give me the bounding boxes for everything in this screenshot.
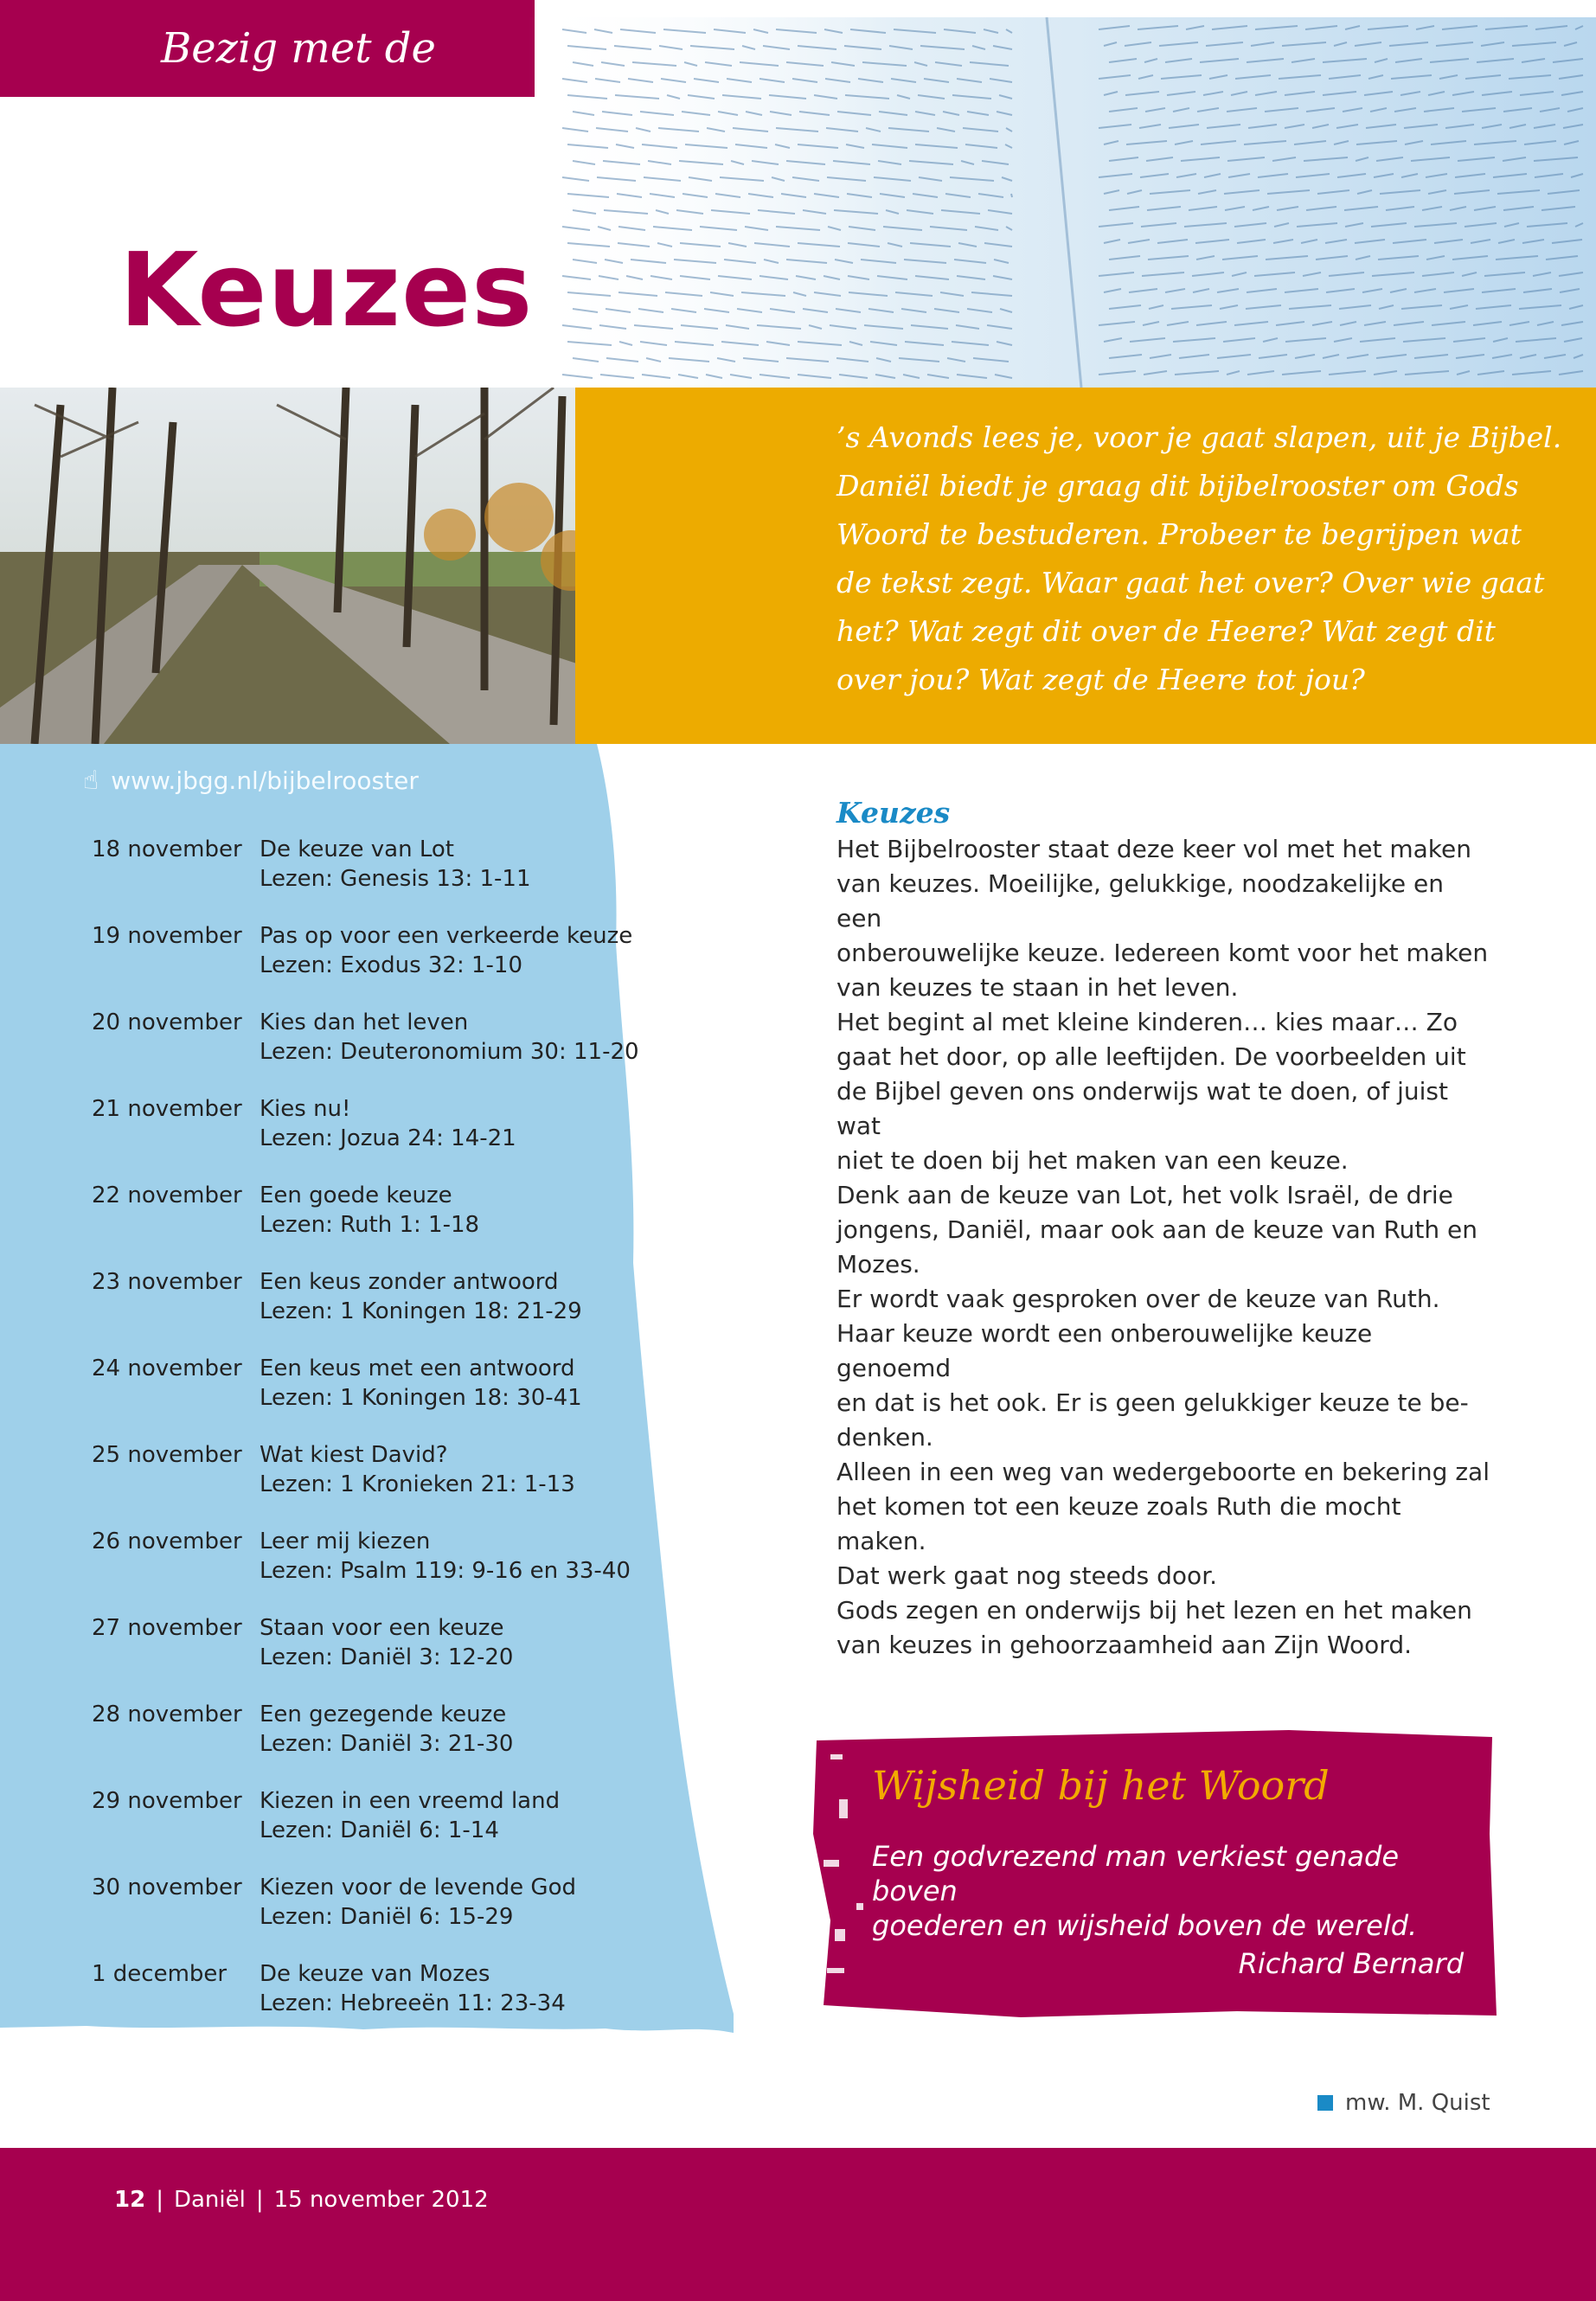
article-line: het komen tot een keuze zoals Ruth die mocht maken.: [836, 1492, 1401, 1555]
schedule-date: 19 november: [92, 923, 242, 949]
schedule-entry: [92, 1613, 680, 1700]
intro-line: over jou? Wat zegt de Heere tot jou?: [836, 663, 1365, 696]
footer-bar: [0, 2148, 1596, 2301]
schedule-reading: Lezen: 1 Kronieken 21: 1-13: [260, 1471, 575, 1497]
page-title: Keuzes: [119, 230, 534, 349]
schedule-entry: [92, 1181, 680, 1267]
magazine-name: Daniël: [173, 2187, 246, 2213]
schedule-reading: Lezen: Jozua 24: 14-21: [260, 1125, 516, 1151]
schedule-entry: [92, 1094, 680, 1181]
quote-line: Een godvrezend man verkiest genade boven: [872, 1840, 1399, 1907]
article-line: onberouwelijke keuze. Iedereen komt voor het maken: [836, 939, 1489, 967]
schedule-reading: Lezen: Daniël 6: 1-14: [260, 1817, 499, 1843]
schedule-reading: Lezen: 1 Koningen 18: 30-41: [260, 1385, 582, 1411]
schedule-date: 21 november: [92, 1096, 242, 1122]
article-line: Dat werk gaat nog steeds door.: [836, 1561, 1218, 1590]
schedule-date: 20 november: [92, 1009, 242, 1035]
schedule-date: 25 november: [92, 1442, 242, 1468]
article-line: niet te doen bij het maken van een keuze.: [836, 1146, 1349, 1175]
intro-line: de tekst zegt. Waar gaat het over? Over wie gaat: [836, 566, 1545, 599]
article-line: Het Bijbelrooster staat deze keer vol met het maken: [836, 835, 1471, 863]
schedule-date: 29 november: [92, 1788, 242, 1814]
issue-date: 15 november 2012: [273, 2187, 489, 2213]
schedule-title: Een gezegende keuze: [260, 1702, 507, 1727]
schedule-text: [260, 1440, 575, 1527]
schedule-date: 24 november: [92, 1356, 242, 1381]
schedule-reading: Lezen: Exodus 32: 1-10: [260, 952, 523, 978]
schedule-date: 30 november: [92, 1875, 242, 1900]
intro-line: Daniël biedt je graag dit bijbelrooster om Gods: [836, 469, 1519, 503]
article-line: Haar keuze wordt een onberouwelijke keuze genoemd: [836, 1319, 1373, 1382]
schedule-text: [260, 1267, 582, 1354]
article-line: Mozes.: [836, 1250, 920, 1279]
square-bullet-icon: [1317, 2095, 1333, 2111]
bible-pages-image: [528, 17, 1596, 388]
schedule-text: [260, 1613, 513, 1700]
intro-line: Woord te bestuderen. Probeer te begrijpen wat: [836, 517, 1522, 551]
schedule-url[interactable]: www.jbgg.nl/bijbelrooster: [111, 766, 419, 795]
schedule-title: Wat kiest David?: [260, 1442, 448, 1468]
schedule-entry: [92, 1440, 680, 1527]
schedule-title: Kiezen in een vreemd land: [260, 1788, 561, 1814]
quote-line: goederen en wijsheid boven de wereld.: [872, 1909, 1418, 1942]
schedule-entry: [92, 921, 680, 1008]
schedule-entry: [92, 1700, 680, 1786]
article-line: Gods zegen en onderwijs bij het lezen en het maken: [836, 1596, 1472, 1625]
schedule-reading: Lezen: 1 Koningen 18: 21-29: [260, 1298, 582, 1324]
schedule-reading: Lezen: Genesis 13: 1-11: [260, 866, 531, 892]
schedule-title: Een keus met een antwoord: [260, 1356, 575, 1381]
schedule-text: [260, 1786, 560, 1873]
article-line: van keuzes. Moeilijke, gelukkige, noodzakelijke en een: [836, 869, 1445, 933]
quote-author: Richard Bernard: [1238, 1947, 1464, 1980]
schedule-text: [260, 1527, 631, 1613]
reading-schedule: [92, 835, 680, 2046]
pointer-hand-icon: ☝: [83, 765, 99, 796]
schedule-date: 28 november: [92, 1702, 242, 1727]
article-line: gaat het door, op alle leeftijden. De voorbeelden uit: [836, 1042, 1466, 1071]
article-line: de Bijbel geven ons onderwijs wat te doen, of juist wat: [836, 1077, 1448, 1140]
schedule-reading: Lezen: Deuteronomium 30: 11-20: [260, 1039, 639, 1065]
schedule-title: Kies dan het leven: [260, 1009, 469, 1035]
schedule-reading: Lezen: Daniël 3: 21-30: [260, 1731, 514, 1757]
schedule-date: 18 november: [92, 836, 242, 862]
intro-line: het? Wat zegt dit over de Heere? Wat zegt dit: [836, 614, 1496, 648]
schedule-text: [260, 921, 632, 1008]
schedule-title: De keuze van Mozes: [260, 1961, 490, 1987]
schedule-title: Een goede keuze: [260, 1183, 452, 1208]
schedule-text: [260, 1008, 639, 1094]
schedule-url-row[interactable]: [83, 763, 419, 798]
quote-title: Wijsheid bij het Woord: [872, 1762, 1330, 1809]
footer-text: [114, 2185, 489, 2214]
schedule-title: Leer mij kiezen: [260, 1529, 431, 1554]
schedule-reading: Lezen: Hebreeën 11: 23-34: [260, 1990, 566, 2016]
schedule-title: Kiezen voor de levende God: [260, 1875, 576, 1900]
article-heading: Keuzes: [836, 796, 951, 830]
article-body: [836, 832, 1494, 1663]
schedule-entry: [92, 1267, 680, 1354]
article-line: van keuzes te staan in het leven.: [836, 973, 1239, 1002]
schedule-entry: [92, 1008, 680, 1094]
schedule-title: De keuze van Lot: [260, 836, 454, 862]
schedule-entry: [92, 1527, 680, 1613]
article-line: en dat is het ook. Er is geen gelukkiger keuze te be-: [836, 1388, 1469, 1417]
intro-text: [836, 413, 1580, 704]
article-line: Alleen in een weg van wedergeboorte en bekering zal: [836, 1458, 1490, 1486]
intro-line: ’s Avonds lees je, voor je gaat slapen, uit je Bijbel.: [836, 420, 1562, 454]
schedule-title: Staan voor een keuze: [260, 1615, 504, 1641]
schedule-reading: Lezen: Ruth 1: 1-18: [260, 1212, 480, 1238]
article-line: jongens, Daniël, maar ook aan de keuze van Ruth en: [836, 1215, 1478, 1244]
article-line: Het begint al met kleine kinderen… kies maar… Zo: [836, 1008, 1458, 1036]
footer-separator: |: [255, 2187, 264, 2213]
section-tag: Bezig met de Bijbel: [0, 0, 535, 97]
schedule-entry: [92, 1959, 680, 2046]
schedule-date: 22 november: [92, 1183, 242, 1208]
article-line: Denk aan de keuze van Lot, het volk Israël, de drie: [836, 1181, 1453, 1209]
schedule-text: [260, 1181, 479, 1267]
footer-separator: |: [156, 2187, 163, 2213]
schedule-text: [260, 1873, 576, 1959]
schedule-text: [260, 1959, 566, 2046]
schedule-date: 23 november: [92, 1269, 242, 1295]
schedule-reading: Lezen: Daniël 3: 12-20: [260, 1644, 514, 1670]
schedule-text: [260, 1354, 582, 1440]
schedule-date: 26 november: [92, 1529, 242, 1554]
schedule-title: Kies nu!: [260, 1096, 351, 1122]
schedule-entry: [92, 1354, 680, 1440]
schedule-entry: [92, 1873, 680, 1959]
schedule-entry: [92, 1786, 680, 1873]
schedule-text: [260, 1700, 513, 1786]
quote-text: [872, 1839, 1477, 1943]
author-credit: [1317, 2090, 1490, 2116]
page-number: 12: [114, 2187, 146, 2213]
schedule-reading: Lezen: Daniël 6: 15-29: [260, 1904, 514, 1930]
schedule-title: Een keus zonder antwoord: [260, 1269, 559, 1295]
article-line: denken.: [836, 1423, 933, 1452]
article-line: Er wordt vaak gesproken over de keuze van Ruth.: [836, 1285, 1440, 1313]
schedule-title: Pas op voor een verkeerde keuze: [260, 923, 633, 949]
article-line: van keuzes in gehoorzaamheid aan Zijn Woord.: [836, 1631, 1412, 1659]
schedule-date: 1 december: [92, 1961, 228, 1987]
forked-road-photo: [0, 388, 606, 744]
schedule-text: [260, 835, 531, 921]
author-name: mw. M. Quist: [1345, 2090, 1490, 2116]
schedule-text: [260, 1094, 516, 1181]
schedule-reading: Lezen: Psalm 119: 9-16 en 33-40: [260, 1558, 631, 1584]
schedule-date: 27 november: [92, 1615, 242, 1641]
schedule-entry: [92, 835, 680, 921]
